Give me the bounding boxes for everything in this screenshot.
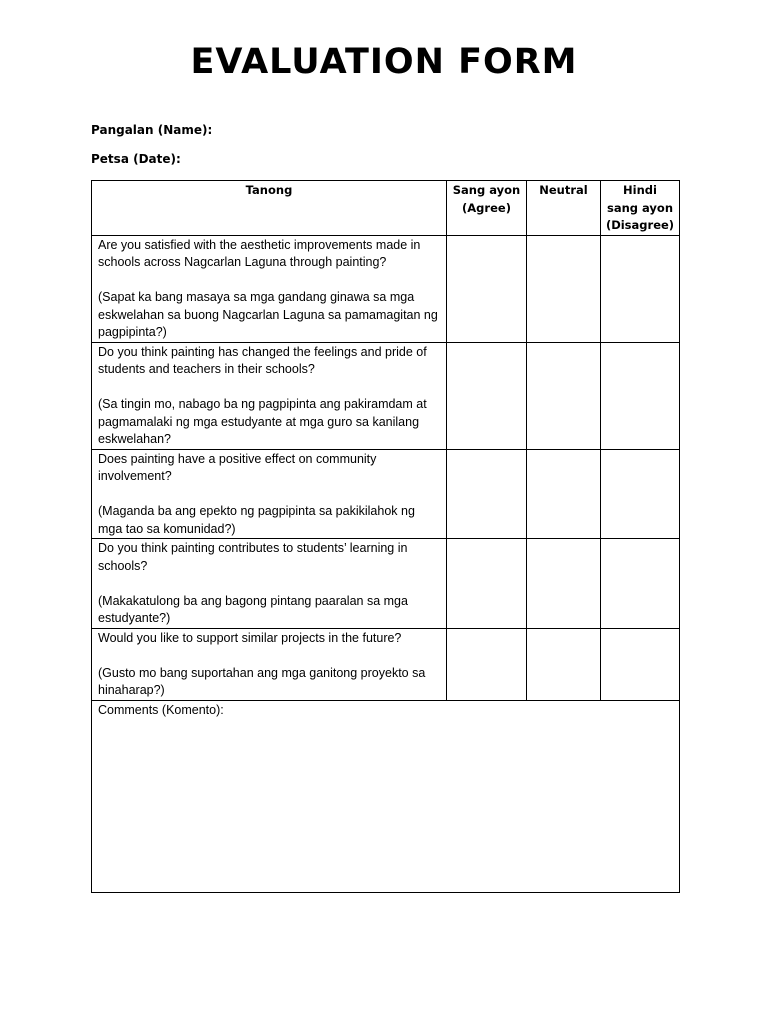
question-cell — [92, 449, 447, 539]
table-header-row — [92, 181, 680, 236]
question-cell — [92, 235, 447, 342]
header-disagree — [601, 181, 680, 236]
neutral-cell[interactable] — [527, 342, 601, 449]
table-row — [92, 235, 680, 342]
question-tagalog: (Gusto mo bang suportahan ang mga ganitong proyekto sa hinaharap?) — [98, 665, 426, 697]
header-agree-line2: (Agree) — [462, 200, 511, 215]
question-english: Do you think painting has changed the feelings and pride of students and teachers in their schools? — [98, 344, 427, 376]
question-english: Do you think painting contributes to students’ learning in schools? — [98, 541, 408, 573]
header-disagree-line3: (Disagree) — [605, 218, 675, 232]
question-english: Would you like to support similar projects in the future? — [98, 630, 402, 645]
question-tagalog: (Maganda ba ang epekto ng pagpipinta sa pakikilahok ng mga tao sa komunidad?) — [98, 504, 415, 536]
header-disagree-line1: Hindi — [623, 183, 657, 197]
table-row — [92, 342, 680, 449]
agree-cell[interactable] — [447, 342, 527, 449]
header-agree-line1: Sang ayon — [452, 183, 521, 197]
date-field-label: Petsa (Date): — [91, 152, 181, 166]
header-neutral: Neutral — [527, 181, 601, 236]
question-english: Are you satisfied with the aesthetic improvements made in schools across Nagcarlan Laguna through painting? — [98, 237, 421, 269]
disagree-cell[interactable] — [601, 235, 680, 342]
disagree-cell[interactable] — [601, 628, 680, 700]
disagree-cell[interactable] — [601, 449, 680, 539]
question-cell — [92, 342, 447, 449]
header-agree — [447, 181, 527, 236]
neutral-cell[interactable] — [527, 449, 601, 539]
agree-cell[interactable] — [447, 628, 527, 700]
table-row — [92, 449, 680, 539]
comments-label: Comments (Komento): — [98, 702, 224, 717]
question-cell — [92, 628, 447, 700]
evaluation-table — [91, 180, 680, 893]
neutral-cell[interactable] — [527, 235, 601, 342]
question-tagalog: (Sa tingin mo, nabago ba ng pagpipinta ang pakiramdam at pagmamalaki ng mga estudyante at mga guro sa kanilang eskwelahan? — [98, 397, 427, 446]
page-title: EVALUATION FORM — [190, 42, 578, 82]
neutral-cell[interactable] — [527, 628, 601, 700]
disagree-cell[interactable] — [601, 342, 680, 449]
comments-box[interactable] — [92, 700, 680, 892]
header-disagree-line2: sang ayon — [606, 200, 674, 215]
agree-cell[interactable] — [447, 449, 527, 539]
agree-cell[interactable] — [447, 539, 527, 629]
neutral-cell[interactable] — [527, 539, 601, 629]
disagree-cell[interactable] — [601, 539, 680, 629]
table-row — [92, 628, 680, 700]
agree-cell[interactable] — [447, 235, 527, 342]
comments-row — [92, 700, 680, 892]
question-english: Does painting have a positive effect on community involvement? — [98, 451, 377, 483]
header-question: Tanong — [92, 181, 447, 236]
table-row — [92, 539, 680, 629]
question-cell — [92, 539, 447, 629]
question-tagalog: (Sapat ka bang masaya sa mga gandang ginawa sa mga eskwelahan sa buong Nagcarlan Laguna sa pamamagitan ng pagpipinta?) — [98, 290, 438, 339]
question-tagalog: (Makakatulong ba ang bagong pintang paaralan sa mga estudyante?) — [98, 593, 408, 625]
name-field-label: Pangalan (Name): — [91, 123, 213, 137]
